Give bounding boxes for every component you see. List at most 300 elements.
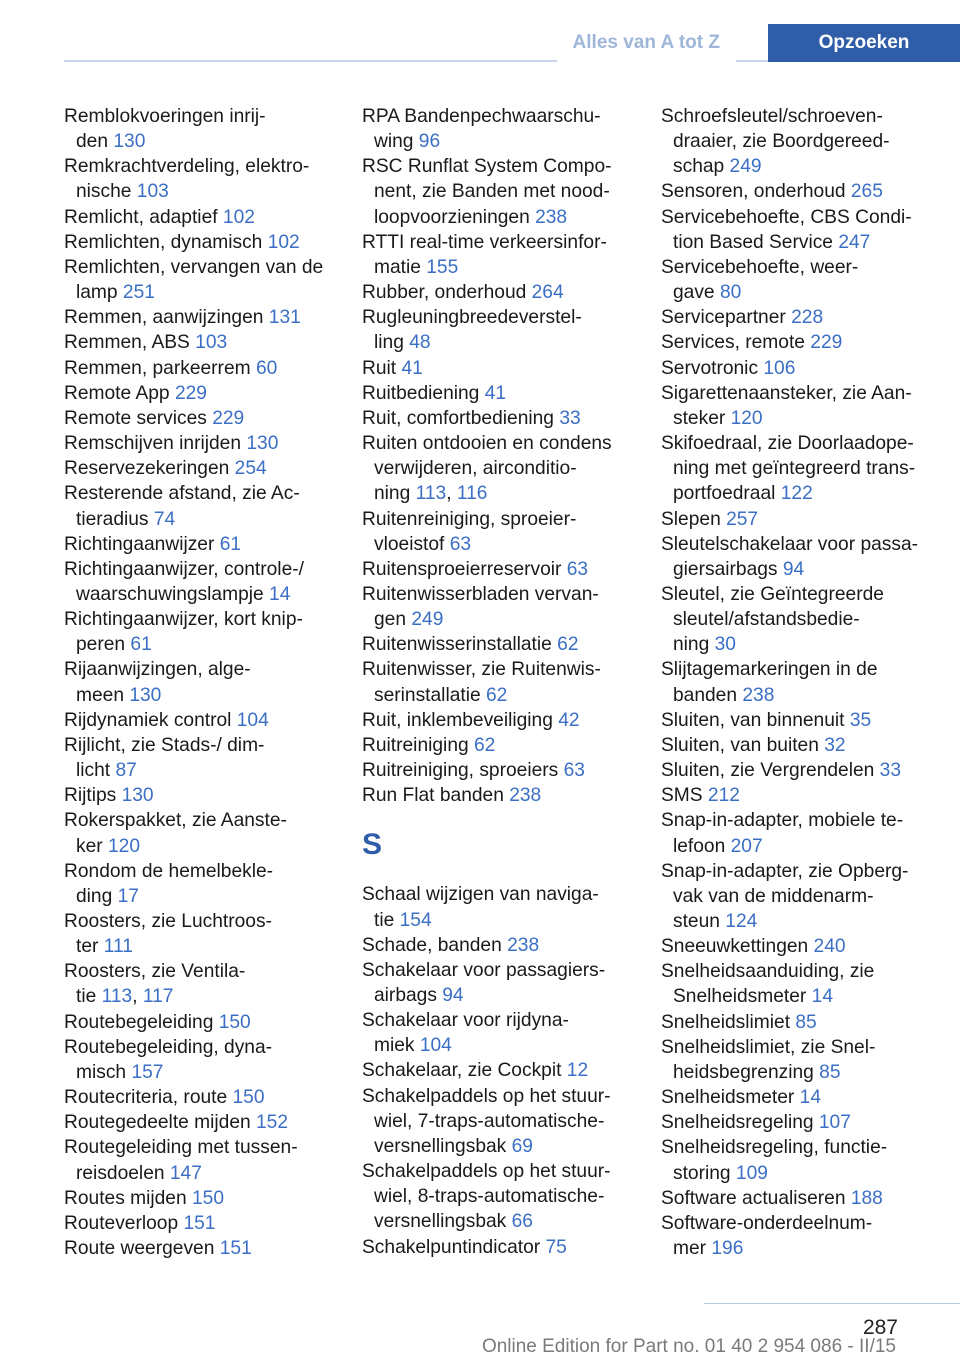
page-reference-link[interactable]: 229: [212, 407, 245, 429]
page-reference-link[interactable]: 61: [219, 533, 242, 555]
index-entry-text: Sluiten, zie Vergrendelen: [661, 760, 880, 782]
index-entry: [362, 582, 630, 632]
page-reference-link[interactable]: 249: [411, 609, 444, 631]
page-reference-link[interactable]: 196: [711, 1238, 744, 1260]
page-reference-link[interactable]: 63: [566, 558, 589, 580]
page-reference-link[interactable]: 41: [401, 357, 423, 379]
page-reference-link[interactable]: 63: [563, 760, 585, 782]
page-reference-link[interactable]: 151: [219, 1238, 252, 1260]
index-entry-text: Rokerspakket, zie Aanste-: [64, 810, 287, 832]
page-reference-link[interactable]: 249: [729, 156, 762, 178]
index-entry: [661, 1186, 929, 1211]
index-entry-text: Remmen, ABS: [64, 332, 196, 354]
page-reference-link[interactable]: 106: [763, 357, 796, 379]
page-reference-link[interactable]: 33: [879, 760, 902, 782]
index-entry: [362, 1235, 630, 1260]
index-entry-text: Rijtips: [64, 785, 122, 807]
page-reference-link[interactable]: 14: [799, 1087, 821, 1109]
index-entry-text: Slijtagemarkeringen in de: [661, 659, 878, 681]
index-entry: [661, 1135, 929, 1185]
page-reference-link[interactable]: 75: [545, 1236, 567, 1258]
index-entry-text: Ruitreiniging, sproeiers: [362, 760, 564, 782]
index-entry-text: nische: [76, 181, 137, 203]
index-entry-text: Rugleuningbreedeverstel-: [362, 307, 582, 329]
index-entry-text: Remlichten, dynamisch: [64, 231, 268, 253]
index-entry-text: Sleutel, zie Geïntegreerde: [661, 583, 884, 605]
index-entry: [64, 708, 332, 733]
index-entry-text: Schakelpaddels op het stuur-: [362, 1161, 611, 1183]
index-entry-text: Remblokvoeringen inrij-: [64, 106, 266, 127]
index-entry-text: sleutel/afstandsbedie-: [673, 609, 860, 631]
index-entry: [64, 255, 332, 305]
index-entry-text: meen: [76, 684, 130, 706]
index-entry-text: ning: [673, 634, 715, 656]
index-entry-text: Ruitenwisserinstallatie: [362, 634, 558, 656]
index-entry-text: Skifoedraal, zie Doorlaadope-: [661, 433, 914, 455]
page-reference-link[interactable]: 111: [103, 936, 133, 958]
index-entry-text: Ruit, inklembeveiliging: [362, 709, 559, 731]
index-entry-text: Snap-in-adapter, mobiele te-: [661, 810, 904, 832]
index-entry: [64, 356, 332, 381]
index-entry-text: versnellingsbak: [374, 1135, 512, 1157]
index-entry-text: Schakelaar voor passagiers-: [362, 959, 606, 981]
index-entry-text: vloeistof: [374, 533, 450, 555]
index-entry: [64, 406, 332, 431]
index-entry: [64, 230, 332, 255]
index-entry: [362, 230, 630, 280]
index-entry-text: Snap-in-adapter, zie Opberg-: [661, 860, 909, 882]
index-entry-text: heidsbegrenzing: [673, 1061, 820, 1083]
page-reference-link[interactable]: 247: [838, 231, 871, 253]
page-reference-link[interactable]: 66: [511, 1211, 533, 1233]
index-entry-text: ning: [374, 483, 416, 505]
index-entry: [362, 154, 630, 229]
index-entry-text: Schakelaar, zie Cockpit: [362, 1060, 567, 1082]
index-entry-text: Schakelaar voor rijdyna-: [362, 1010, 569, 1032]
index-entry-text: verwijderen, airconditio-: [374, 458, 577, 480]
page-reference-link[interactable]: 30: [714, 634, 736, 656]
index-entry-text: Sluiten, van buiten: [661, 734, 825, 756]
index-entry-text: ning met geïntegreerd trans-: [673, 458, 916, 480]
index-entry-text: schap: [673, 156, 730, 178]
index-entry-text: reisdoelen: [76, 1162, 170, 1184]
index-entry: [64, 205, 332, 230]
index-entry: [661, 657, 929, 707]
index-entry-text: Roosters, zie Luchtroos-: [64, 911, 272, 932]
page-reference-link[interactable]: 12: [566, 1060, 589, 1082]
index-entry: [661, 582, 929, 657]
index-entry-text: versnellingsbak: [374, 1211, 512, 1233]
index-entry-text: RSC Runflat System Compo-: [362, 156, 612, 178]
index-entry-text: Schakelpuntindicator: [362, 1236, 546, 1258]
index-entry: [661, 255, 929, 305]
index-entry-text: Slepen: [661, 508, 727, 530]
index-entry-text: Schakelpaddels op het stuur-: [362, 1085, 611, 1107]
index-entry-text: Routebegeleiding, dyna-: [64, 1036, 273, 1058]
page-reference-link[interactable]: 94: [782, 558, 805, 580]
index-entry-text: Snelheidsregeling: [661, 1112, 819, 1134]
index-entry: [64, 1135, 332, 1185]
index-entry-text: Richtingaanwijzer, controle-/: [64, 558, 304, 580]
page-reference-link[interactable]: 41: [484, 382, 507, 404]
index-entry-text: Remkrachtverdeling, elektro-: [64, 156, 310, 178]
index-entry-text: Rubber, onderhoud: [362, 282, 532, 304]
index-entry-text: lamp: [76, 282, 123, 304]
index-entry-text: Reservezekeringen: [64, 458, 235, 480]
index-entry: [661, 381, 929, 431]
index-entry: [661, 507, 929, 532]
index-entry-text: Ruitenwisserbladen vervan-: [362, 583, 599, 605]
index-entry-text: Routeverloop: [64, 1212, 184, 1234]
index-entry-text: Schroefsleutel/schroeven-: [661, 106, 883, 127]
index-column-1: [64, 104, 332, 1261]
index-entry-text: storing: [673, 1162, 736, 1184]
index-entry-text: gave: [673, 282, 720, 304]
index-entry-text: Sensoren, onderhoud: [661, 181, 851, 203]
index-entry: [661, 783, 929, 808]
index-entry-text: Schade, banden: [362, 934, 508, 956]
page-reference-link[interactable]: 124: [725, 911, 758, 932]
index-entry: [661, 934, 929, 959]
page-reference-link[interactable]: 251: [122, 282, 155, 304]
index-entry: [661, 1085, 929, 1110]
index-entry: [362, 958, 630, 1008]
index-entry-text: Sleutelschakelaar voor passa-: [661, 533, 919, 555]
index-entry-text: matie: [374, 256, 427, 278]
index-entry: [362, 557, 630, 582]
section-tab[interactable]: Alles van A tot Z: [557, 24, 736, 62]
index-entry: [661, 205, 929, 255]
page-reference-link[interactable]: 131: [268, 307, 301, 329]
page-reference-link[interactable]: 151: [183, 1212, 216, 1234]
page-reference-link[interactable]: 96: [418, 131, 441, 153]
page-reference-link[interactable]: 14: [269, 583, 291, 605]
index-entry: [64, 657, 332, 707]
index-entry: [64, 607, 332, 657]
page-reference-link[interactable]: 120: [730, 407, 763, 429]
index-entry: [661, 808, 929, 858]
page-reference-link[interactable]: 104: [236, 709, 269, 731]
index-entry-text: Rijlicht, zie Stads-/ dim-: [64, 734, 265, 756]
index-entry-text: Ruitreiniging: [362, 734, 474, 756]
page-reference-link[interactable]: 113: [101, 986, 133, 1008]
index-entry-text: Remmen, aanwijzingen: [64, 307, 269, 329]
index-entry-text: Ruitenreiniging, sproeier-: [362, 508, 577, 530]
index-entry: [661, 1110, 929, 1135]
index-entry-text: den: [76, 131, 114, 153]
index-entry-text: Snelheidsaanduiding, zie: [661, 961, 875, 983]
index-entry: [64, 431, 332, 456]
index-entry-text: ter: [76, 936, 104, 958]
index-entry-text: Snelheidsregeling, functie-: [661, 1137, 888, 1159]
page-reference-link[interactable]: 117: [142, 986, 174, 1008]
index-entry-text: giersairbags: [673, 558, 783, 580]
page-reference-link[interactable]: 102: [222, 206, 255, 228]
index-entry: [661, 1010, 929, 1035]
index-entry: [362, 406, 630, 431]
index-entry: [64, 1010, 332, 1035]
index-entry-text: licht: [76, 760, 116, 782]
page-reference-link[interactable]: 94: [442, 985, 464, 1006]
index-column-2-r-entries: [362, 104, 630, 808]
index-entry-text: Remlicht, adaptief: [64, 206, 223, 228]
index-entry: [362, 783, 630, 808]
page-reference-link[interactable]: 74: [153, 508, 176, 530]
page-reference-link[interactable]: 157: [131, 1061, 164, 1083]
page-reference-link[interactable]: 229: [810, 332, 843, 354]
index-entry-text: airbags: [374, 985, 443, 1006]
index-entry: [362, 1159, 630, 1234]
page-reference-link[interactable]: 228: [791, 307, 824, 329]
page-reference-link[interactable]: 17: [117, 885, 139, 907]
page-reference-link[interactable]: 116: [456, 483, 488, 505]
index-entry: [661, 104, 929, 179]
index-entry: [661, 708, 929, 733]
index-entry-text: banden: [673, 684, 743, 706]
index-entry-text: Snelheidsmeter: [661, 1087, 800, 1109]
page-reference-link[interactable]: 207: [730, 835, 763, 857]
index-entry-text: Software-onderdeelnum-: [661, 1212, 873, 1234]
index-entry-text: RTTI real-time verkeersinfor-: [362, 231, 607, 253]
index-entry: [661, 758, 929, 783]
index-entry-text: Routecriteria, route: [64, 1087, 233, 1109]
index-entry: [661, 733, 929, 758]
page-reference-link[interactable]: 60: [255, 357, 278, 379]
index-entry: [661, 532, 929, 582]
index-entry-text: Snelheidslimiet: [661, 1011, 796, 1033]
index-entry-text: SMS: [661, 785, 708, 807]
page-reference-link[interactable]: 152: [256, 1112, 289, 1134]
index-entry-text: Routes mijden: [64, 1187, 192, 1209]
page-reference-link[interactable]: 87: [115, 760, 137, 782]
page-reference-link[interactable]: 229: [174, 382, 207, 404]
index-entry: [362, 657, 630, 707]
index-entry-text: Snelheidsmeter: [673, 986, 812, 1008]
index-entry-text: mer: [673, 1238, 712, 1260]
index-entry: [362, 933, 630, 958]
index-entry-text: tion Based Service: [673, 231, 839, 253]
index-entry: [661, 431, 929, 506]
page-reference-link[interactable]: 42: [558, 709, 580, 731]
page-reference-link[interactable]: 254: [234, 458, 267, 480]
index-entry: [64, 381, 332, 406]
index-entry: [64, 909, 332, 959]
index-entry: [661, 330, 929, 355]
index-entry: [362, 758, 630, 783]
page-reference-link[interactable]: 264: [531, 282, 564, 304]
index-entry: [64, 557, 332, 607]
index-entry-text: Routegeleiding met tussen-: [64, 1137, 298, 1159]
index-entry: Ruiten ontdooien en condens verwijderen, airconditio- ning 113, 116: [362, 433, 612, 505]
index-entry: [362, 632, 630, 657]
index-entry: [661, 356, 929, 381]
index-entry-text: RPA Bandenpechwaarschu-: [362, 106, 601, 127]
page-reference-link[interactable]: 35: [849, 709, 872, 731]
page-reference-link[interactable]: 238: [742, 684, 775, 706]
index-entry: [661, 1035, 929, 1085]
page-reference-link[interactable]: 150: [191, 1187, 224, 1209]
index-entry-text: Sluiten, van binnenuit: [661, 709, 850, 731]
index-entry-text: Snelheidslimiet, zie Snel-: [661, 1036, 876, 1058]
index-entry: [64, 532, 332, 557]
index-entry-text: Resterende afstand, zie Ac-: [64, 483, 300, 505]
index-entry-text: Roosters, zie Ventila-: [64, 961, 246, 983]
index-entry-text: loopvoorzieningen: [374, 206, 536, 228]
page-reference-link[interactable]: 130: [246, 433, 279, 455]
index-entry: [661, 959, 929, 1009]
index-entry-text: Sigarettenaansteker, zie Aan-: [661, 382, 912, 404]
page-reference-link[interactable]: 265: [850, 181, 883, 203]
page-reference-link[interactable]: 32: [824, 734, 846, 756]
index-entry-text: Remschijven inrijden: [64, 433, 247, 455]
index-entry-text: Ruitenwisser, zie Ruitenwis-: [362, 659, 601, 681]
index-entry-text: Schaal wijzigen van naviga-: [362, 884, 599, 906]
page-reference-link[interactable]: 113: [415, 483, 447, 505]
active-tab-opzoeken[interactable]: Opzoeken: [768, 24, 960, 62]
page-reference-link[interactable]: 238: [535, 206, 568, 228]
page-reference-link[interactable]: 240: [813, 936, 846, 958]
edition-footer: Online Edition for Part no. 01 40 2 954 086 - II/15: [481, 1336, 896, 1357]
index-entry: [661, 1211, 929, 1261]
index-entry-text: peren: [76, 634, 131, 656]
page-reference-link[interactable]: 130: [113, 131, 146, 153]
page-reference-link[interactable]: 238: [509, 785, 542, 807]
page-reference-link[interactable]: 61: [130, 634, 152, 656]
index-entry: [661, 305, 929, 330]
page-reference-link[interactable]: 63: [449, 533, 472, 555]
index-entry: Roosters, zie Ventila- tie 113, 117: [64, 961, 246, 1008]
index-entry-text: Remote App: [64, 382, 175, 404]
index-entry: [362, 708, 630, 733]
index-entry: [362, 1058, 630, 1083]
index-entry-text: Software actualiseren: [661, 1187, 851, 1209]
page-reference-link[interactable]: 188: [850, 1187, 883, 1209]
page-reference-link[interactable]: 130: [129, 684, 162, 706]
page-reference-link[interactable]: 104: [419, 1035, 452, 1057]
page-reference-link[interactable]: 107: [818, 1112, 851, 1134]
index-entry-text: tie: [76, 986, 102, 1008]
index-entry-text: Remote services: [64, 407, 213, 429]
page-reference-link[interactable]: 103: [136, 181, 169, 203]
index-entry-text: wing: [374, 131, 419, 153]
page-reference-link[interactable]: 150: [218, 1011, 251, 1033]
page-reference-link[interactable]: 62: [557, 634, 579, 656]
page-reference-link[interactable]: 238: [507, 934, 540, 956]
footer-rule: [704, 1303, 960, 1304]
index-entry: [362, 381, 630, 406]
page-reference-link[interactable]: 155: [426, 256, 459, 278]
page-reference-link[interactable]: 85: [819, 1061, 841, 1083]
index-entry-text: Ruitensproeierreservoir: [362, 558, 567, 580]
index-entry: [64, 733, 332, 783]
index-entry-text: tie: [374, 909, 400, 931]
index-entry-text: vak van de middenarm-: [673, 885, 874, 907]
index-entry: [64, 305, 332, 330]
index-entry-text: Servicebehoefte, weer-: [661, 256, 859, 278]
index-entry-text: misch: [76, 1061, 132, 1083]
index-entry-text: wiel, 7-traps-automatische-: [374, 1110, 605, 1132]
index-entry: [362, 305, 630, 355]
page-number: 287: [862, 1316, 898, 1339]
index-entry-text: Servicepartner: [661, 307, 792, 329]
index-entry-text: Ruitbediening: [362, 382, 485, 404]
index-entry-text: ker: [76, 835, 108, 857]
index-entry-text: miek: [374, 1035, 420, 1057]
index-entry-text: portfoedraal: [673, 483, 781, 505]
index-entry: [362, 507, 630, 557]
index-entry: [64, 1186, 332, 1211]
page-reference-link[interactable]: 122: [780, 483, 813, 505]
page-reference-link[interactable]: 102: [267, 231, 300, 253]
page-reference-link[interactable]: 62: [485, 684, 508, 706]
index-entry-text: tieradius: [76, 508, 154, 530]
page-reference-link[interactable]: 109: [735, 1162, 768, 1184]
index-entry: [362, 733, 630, 758]
page-reference-link[interactable]: 212: [707, 785, 740, 807]
index-entry-text: Ruit: [362, 357, 402, 379]
page-reference-link[interactable]: 120: [108, 835, 141, 857]
index-entry-text: waarschuwingslampje: [76, 583, 270, 605]
index-entry-text: Ruiten ontdooien en condens: [362, 433, 612, 455]
index-entry: [362, 882, 630, 932]
section-letter-heading: S: [362, 828, 383, 862]
index-entry-text: Routebegeleiding: [64, 1011, 219, 1033]
index-entry-text: steker: [673, 407, 731, 429]
index-entry-text: Ruit, comfortbediening: [362, 407, 560, 429]
index-entry-text: Route weergeven: [64, 1238, 220, 1260]
page-reference-link[interactable]: 80: [719, 282, 742, 304]
index-entry: [661, 859, 929, 934]
index-entry-text: Richtingaanwijzer: [64, 533, 220, 555]
page-reference-link[interactable]: 14: [811, 986, 833, 1008]
index-entry-text: Routegedeelte mijden: [64, 1112, 257, 1134]
page-reference-link[interactable]: 48: [409, 332, 431, 354]
index-entry: [362, 1008, 630, 1058]
index-entry-text: Rijaanwijzingen, alge-: [64, 659, 251, 681]
page-reference-link[interactable]: 33: [559, 407, 581, 429]
index-entry-text: gen: [374, 609, 412, 631]
index-entry: [64, 104, 332, 154]
index-column-3: [661, 104, 929, 1261]
index-entry-text: Services, remote: [661, 332, 811, 354]
page-reference-link[interactable]: 130: [121, 785, 154, 807]
index-entry-text: Remmen, parkeerrem: [64, 357, 256, 379]
index-entry: [64, 859, 332, 909]
index-entry-text: nent, zie Banden met nood-: [374, 181, 610, 203]
index-column-2: [362, 104, 630, 1260]
index-entry: [64, 1085, 332, 1110]
index-entry: [64, 481, 332, 531]
index-entry-text: lefoon: [673, 835, 731, 857]
page-reference-link[interactable]: 147: [169, 1162, 202, 1184]
index-entry-text: Sneeuwkettingen: [661, 936, 814, 958]
index-entry-text: Remlichten, vervangen van de: [64, 256, 324, 278]
page-reference-link[interactable]: 154: [399, 909, 432, 931]
page-reference-link[interactable]: 257: [726, 508, 759, 530]
page-reference-link[interactable]: 150: [232, 1087, 265, 1109]
index-entry-text: Servotronic: [661, 357, 764, 379]
index-entry-text: Servicebehoefte, CBS Condi-: [661, 206, 912, 228]
page-reference-link[interactable]: 85: [795, 1011, 817, 1033]
index-entry: [64, 1236, 332, 1261]
page-reference-link[interactable]: 69: [511, 1135, 533, 1157]
page-reference-link[interactable]: 62: [474, 734, 496, 756]
index-entry: [64, 783, 332, 808]
page-reference-link[interactable]: 103: [195, 332, 228, 354]
index-entry: [64, 1110, 332, 1135]
index-entry-text: Rondom de hemelbekle-: [64, 860, 274, 882]
index-entry: [64, 456, 332, 481]
